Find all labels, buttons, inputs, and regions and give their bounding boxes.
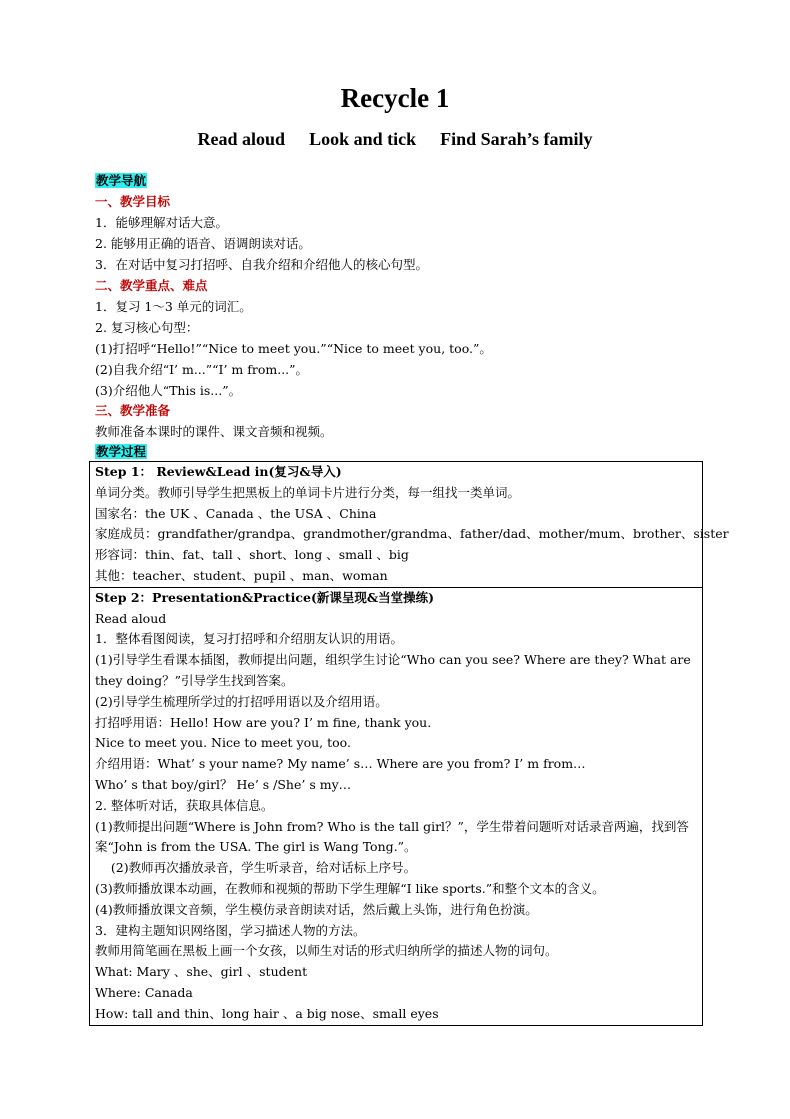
step2-line: Read aloud [95,610,167,626]
subtitle [0,127,790,151]
prep-heading: 三、教学准备 [95,403,171,418]
step2-line: (3)教师播放课本动画，在教师和视频的帮助下学生理解“I like sports.”和整个文本的含义。 [95,880,605,896]
step2-line: 介绍用语：What’ s your name? My name’ s… Where are you from? I’ m from… [95,756,586,772]
guide-label-line [95,170,147,191]
keypoint-item: 1．复习 1～3 单元的词汇。 [95,299,252,314]
step2-line: Nice to meet you. Nice to meet you, too. [95,735,351,751]
guide-label: 教学导航 [96,173,147,188]
prep-text: 教师准备本课时的课件、课文音频和视频。 [95,424,333,439]
step2-line: (1)教师提出问题“Where is John from? Who is the tall girl？”，学生带着问题听对话录音两遍，找到答案“John is from the USA. The girl is Wang Tong.”。 [95,818,689,855]
step2-line: 3．建构主题知识网络图，学习描述人物的方法。 [95,922,366,938]
subtitle-part-1: Read aloud [197,129,286,149]
keypoints-heading: 二、教学重点、难点 [95,278,208,293]
step2-line: What: Mary 、she、girl 、student [95,964,308,980]
step2-line: 教师用简笔画在黑板上画一个女孩，以师生对话的形式归纳所学的描述人物的词句。 [95,943,558,959]
page-title: Recycle 1 [340,83,450,113]
process-table [89,461,729,1026]
step1-line: 国家名：the UK 、Canada 、the USA 、China [95,505,377,521]
step1-line: 单词分类。教师引导学生把黑板上的单词卡片进行分类，每一组找一类单词。 [95,484,521,500]
keypoint-item: (3)介绍他人“This is...”。 [95,383,242,398]
step2-line: (4)教师播放课文音频，学生模仿录音朗读对话，然后戴上头饰，进行角色扮演。 [95,901,538,917]
step1-line: 其他：teacher、student、pupil 、man、woman [95,567,388,583]
goal-item: 2. 能够用正确的语音、语调朗读对话。 [95,236,311,251]
step2-line: How: tall and thin、long hair 、a big nose、small eyes [95,1005,439,1021]
keypoint-item: (1)打招呼“Hello!”“Nice to meet you.”“Nice to meet you, too.”。 [95,341,492,356]
keypoint-item: 2. 复习核心句型： [95,320,199,335]
subtitle-part-2: Look and tick [309,129,417,149]
step1-line: 形容词：thin、fat、tall 、short、long 、small 、big [95,547,409,563]
step2-heading: Step 2：Presentation&Practice(新课呈现&当堂操练) [95,589,435,605]
step2-cell [90,587,702,1025]
step2-line: 打招呼用语：Hello! How are you? I’ m fine, thank you. [95,714,432,730]
keypoint-item: (2)自我介绍“I’ m...”“I’ m from...”。 [95,362,309,377]
step2-line: Who’ s that boy/girl？ He’ s /She’ s my… [95,776,352,792]
step2-line: 2. 整体听对话，获取具体信息。 [95,797,274,813]
process-label-line [95,441,147,462]
step1-line: 家庭成员：grandfather/grandpa、grandmother/grandma、father/dad、mother/mum、brother、sister [95,526,729,542]
step2-line: Where: Canada [95,984,193,1000]
goal-item: 3．在对话中复习打招呼、自我介绍和介绍他人的核心句型。 [95,257,428,272]
step2-line: (2)教师再次播放录音，学生听录音，给对话标上序号。 [95,860,417,876]
step2-line: (2)引导学生梳理所学过的打招呼用语以及介绍用语。 [95,693,388,709]
step1-cell [90,462,729,587]
step2-line: (1)引导学生看课本插图，教师提出问题，组织学生讨论“Who can you see? Where are they? What are they doing？”引导学生找到答案。 [95,652,691,688]
step2-line: 1．整体看图阅读，复习打招呼和介绍朋友认识的用语。 [95,631,403,647]
step1-heading: Step 1： Review&Lead in(复习&导入) [95,464,342,479]
subtitle-part-3: Find Sarah’s family [440,129,593,149]
goals-heading: 一、教学目标 [95,194,171,209]
process-label: 教学过程 [96,444,147,459]
goal-item: 1．能够理解对话大意。 [95,215,228,230]
